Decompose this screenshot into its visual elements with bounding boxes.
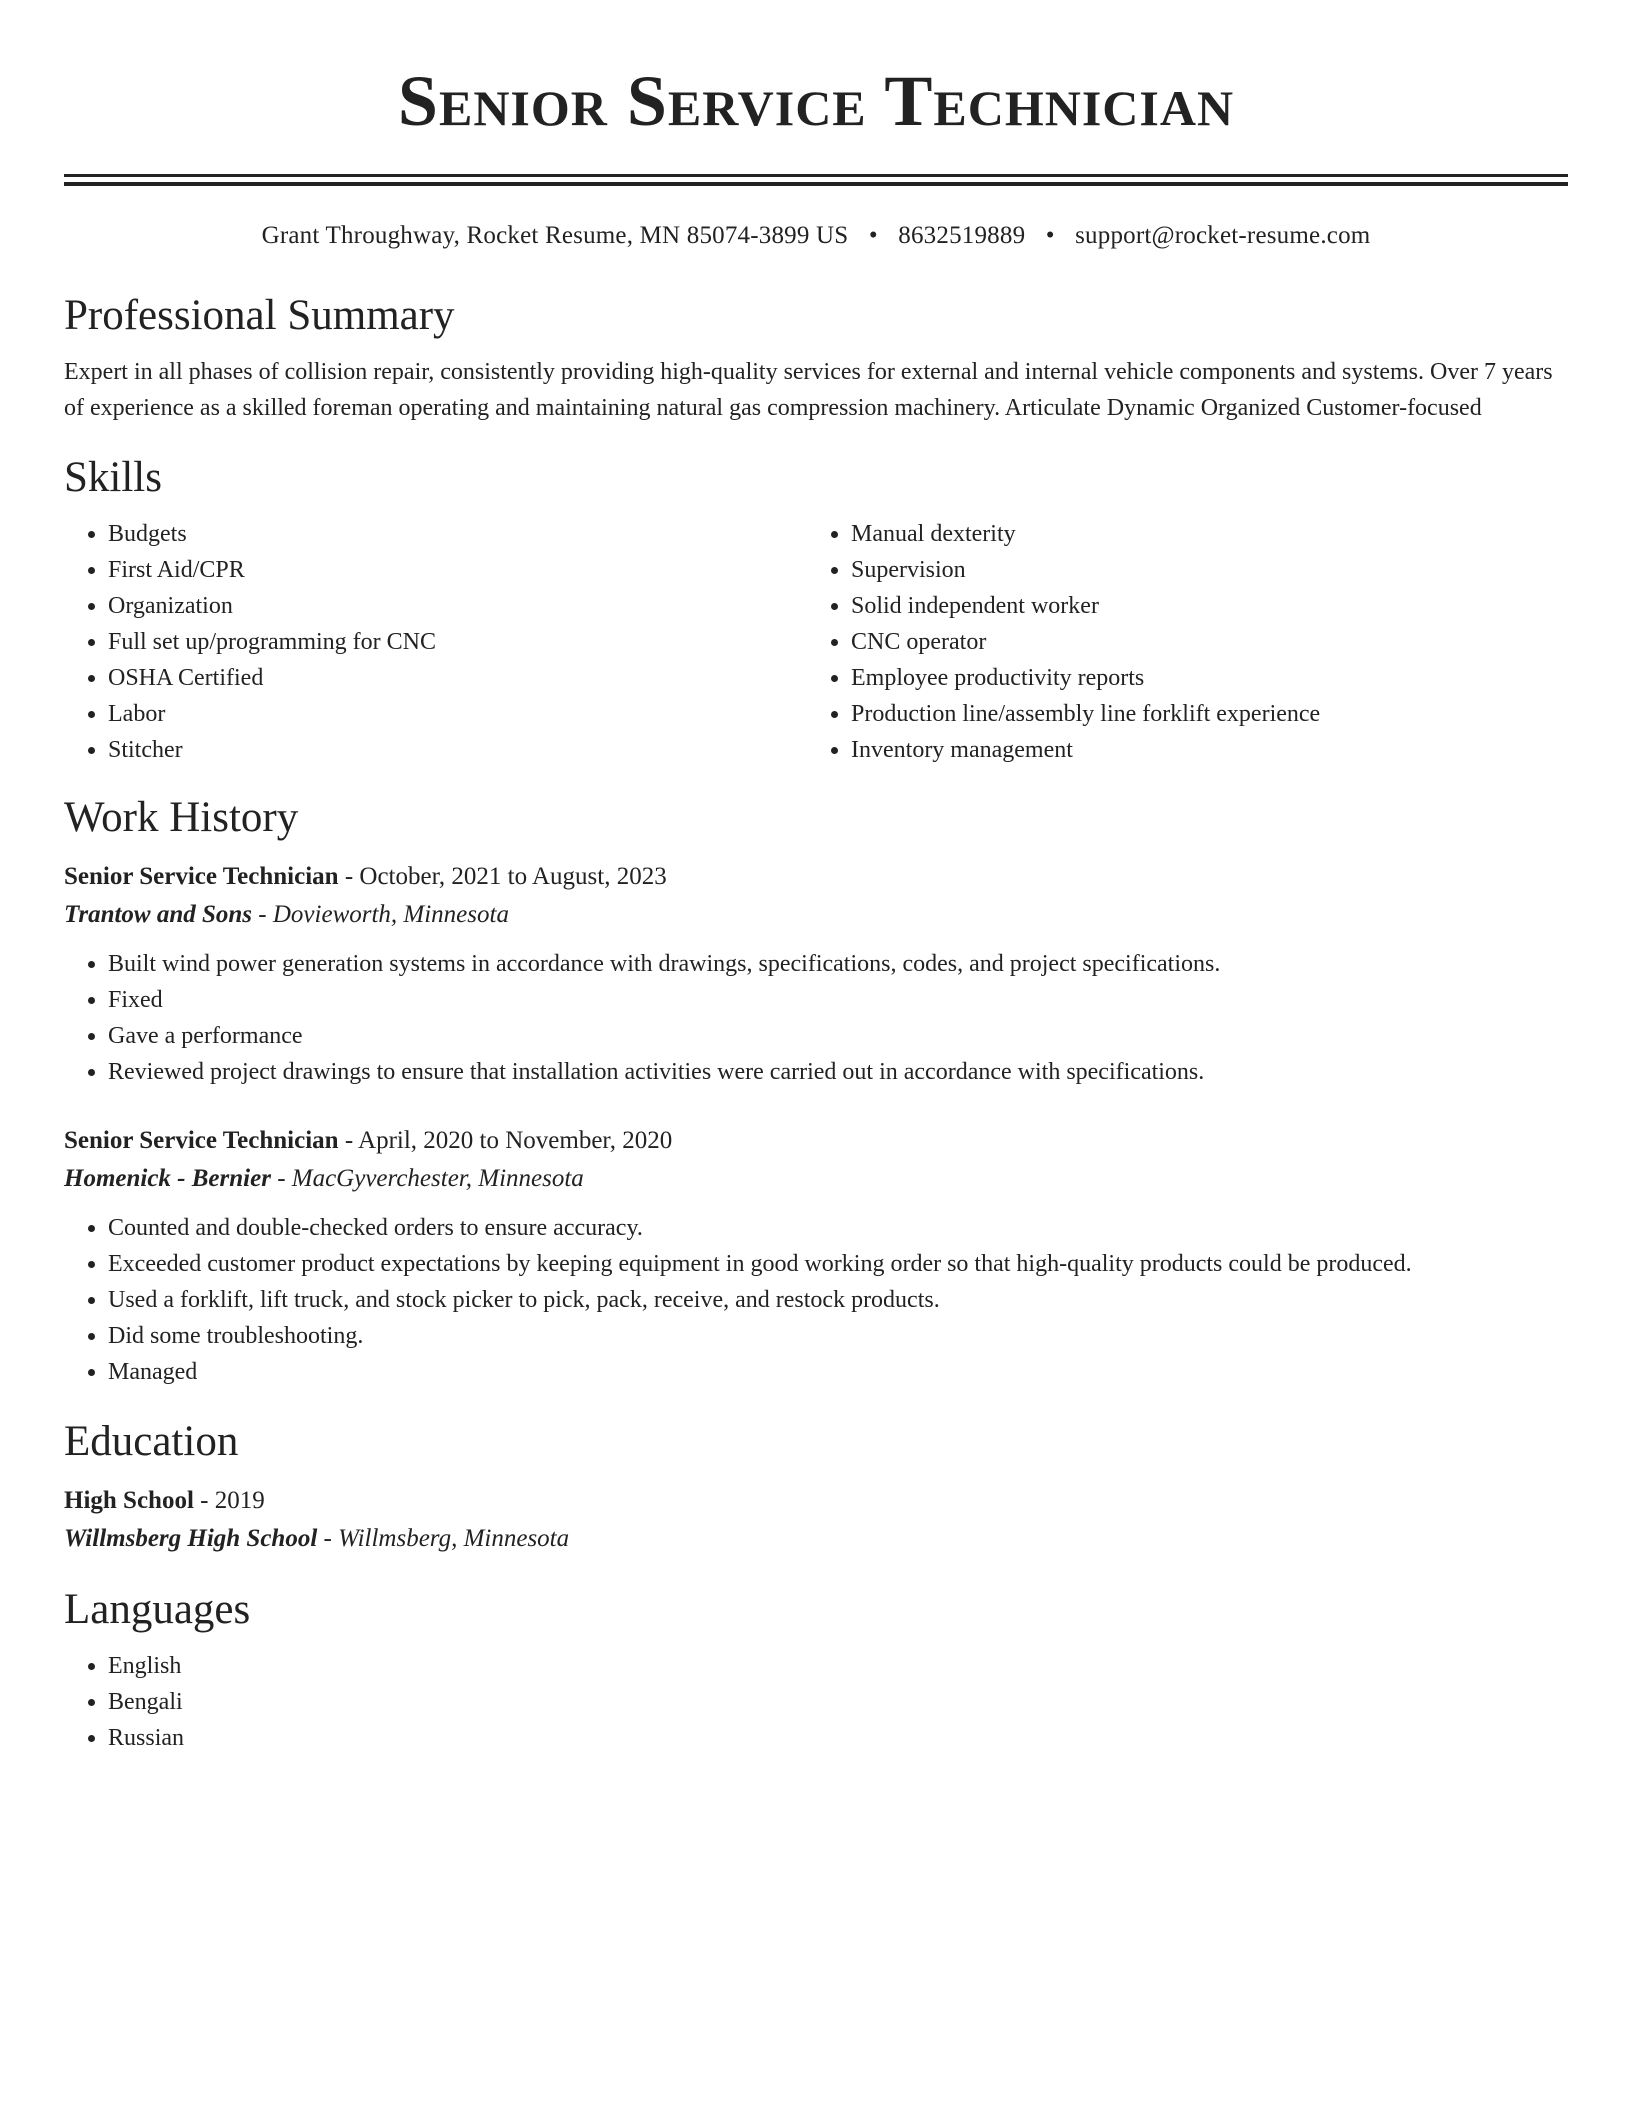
job-dates: - April, 2020 to November, 2020 — [338, 1127, 673, 1154]
work-history-section — [64, 792, 1568, 1390]
education-school: Willmsberg High School — [64, 1525, 318, 1552]
skill-item: • Employee productivity reports — [851, 660, 1550, 696]
contact-separator: • — [868, 222, 878, 249]
job-bullet: • Fixed — [108, 982, 1568, 1018]
section-heading-skills: Skills — [64, 454, 162, 501]
skill-item: • Full set up/programming for CNC — [108, 624, 807, 660]
job-company-line — [64, 1160, 1568, 1198]
contact-line — [64, 220, 1568, 252]
skill-item: • Stitcher — [108, 732, 807, 768]
education-school-line — [64, 1520, 1568, 1558]
job-bullets — [64, 946, 1568, 1090]
section-heading-summary: Professional Summary — [64, 292, 455, 339]
job-company-line — [64, 896, 1568, 934]
job-bullets — [64, 1210, 1568, 1390]
education-degree: High School — [64, 1487, 194, 1514]
job-bullet: • Built wind power generation systems in accordance with drawings, specifications, codes, and project specifications. — [108, 946, 1568, 982]
contact-email[interactable]: support@rocket-resume.com — [1075, 222, 1371, 249]
job-title: Senior Service Technician — [64, 1127, 339, 1154]
skill-item: • Budgets — [108, 516, 807, 552]
skill-item: • Production line/assembly line forklift experience — [851, 696, 1550, 732]
job-title-line — [64, 858, 1568, 896]
job-bullet: • Counted and double-checked orders to ensure accuracy. — [108, 1210, 1568, 1246]
contact-address: Grant Throughway, Rocket Resume, MN 85074-3899 US — [261, 222, 849, 249]
language-item: • Russian — [108, 1720, 1568, 1756]
job-bullet: • Gave a performance — [108, 1018, 1568, 1054]
job-company: Trantow and Sons — [64, 901, 253, 928]
section-heading-languages: Languages — [64, 1586, 251, 1633]
skill-item: • CNC operator — [851, 624, 1550, 660]
job-title: Senior Service Technician — [64, 863, 339, 890]
summary-section — [64, 290, 1568, 426]
job-dates: - October, 2021 to August, 2023 — [338, 863, 667, 890]
job-bullet: • Exceeded customer product expectations by keeping equipment in good working order so that high-quality products could be produced. — [108, 1246, 1568, 1282]
languages-section — [64, 1584, 1568, 1756]
skills-list-right — [807, 516, 1550, 768]
job-entry — [64, 1122, 1568, 1390]
skill-item: • Organization — [108, 588, 807, 624]
job-company: Homenick - Bernier — [64, 1165, 271, 1192]
summary-text: Expert in all phases of collision repair, consistently providing high-quality services for external and internal vehicle components and systems. Over 7 years of experience as a skilled foreman operating and maintaining natural gas compression machinery. Articulate Dynamic Organized Customer-focused — [64, 359, 1553, 421]
job-bullet: • Reviewed project drawings to ensure that installation activities were carried out in accordance with specifications. — [108, 1054, 1568, 1090]
language-item: • Bengali — [108, 1684, 1568, 1720]
skill-item: • First Aid/CPR — [108, 552, 807, 588]
job-bullet: • Used a forklift, lift truck, and stock picker to pick, pack, receive, and restock products. — [108, 1282, 1568, 1318]
section-heading-education: Education — [64, 1418, 239, 1465]
header-divider — [64, 174, 1568, 186]
section-heading-work: Work History — [64, 794, 299, 841]
candidate-name: Senior Service Technician — [397, 61, 1235, 141]
contact-phone: 8632519889 — [898, 222, 1026, 249]
languages-list — [64, 1648, 1568, 1756]
job-entry — [64, 858, 1568, 1090]
language-item: • English — [108, 1648, 1568, 1684]
skill-item: • Manual dexterity — [851, 516, 1550, 552]
education-degree-line — [64, 1482, 1568, 1520]
job-location: - Dovieworth, Minnesota — [252, 901, 509, 928]
education-entry — [64, 1482, 1568, 1558]
job-title-line — [64, 1122, 1568, 1160]
skills-section — [64, 452, 1568, 768]
skill-item: • Labor — [108, 696, 807, 732]
skill-item: • OSHA Certified — [108, 660, 807, 696]
education-year: - 2019 — [193, 1487, 265, 1514]
skill-item: • Supervision — [851, 552, 1550, 588]
skill-item: • Inventory management — [851, 732, 1550, 768]
job-bullet: • Did some troubleshooting. — [108, 1318, 1568, 1354]
job-location: - MacGyverchester, Minnesota — [270, 1165, 584, 1192]
education-location: - Willmsberg, Minnesota — [317, 1525, 570, 1552]
education-section — [64, 1416, 1568, 1558]
skills-list-left — [64, 516, 807, 768]
skill-item: • Solid independent worker — [851, 588, 1550, 624]
contact-separator: • — [1045, 222, 1055, 249]
job-bullet: • Managed — [108, 1354, 1568, 1390]
skills-columns — [64, 516, 1568, 768]
